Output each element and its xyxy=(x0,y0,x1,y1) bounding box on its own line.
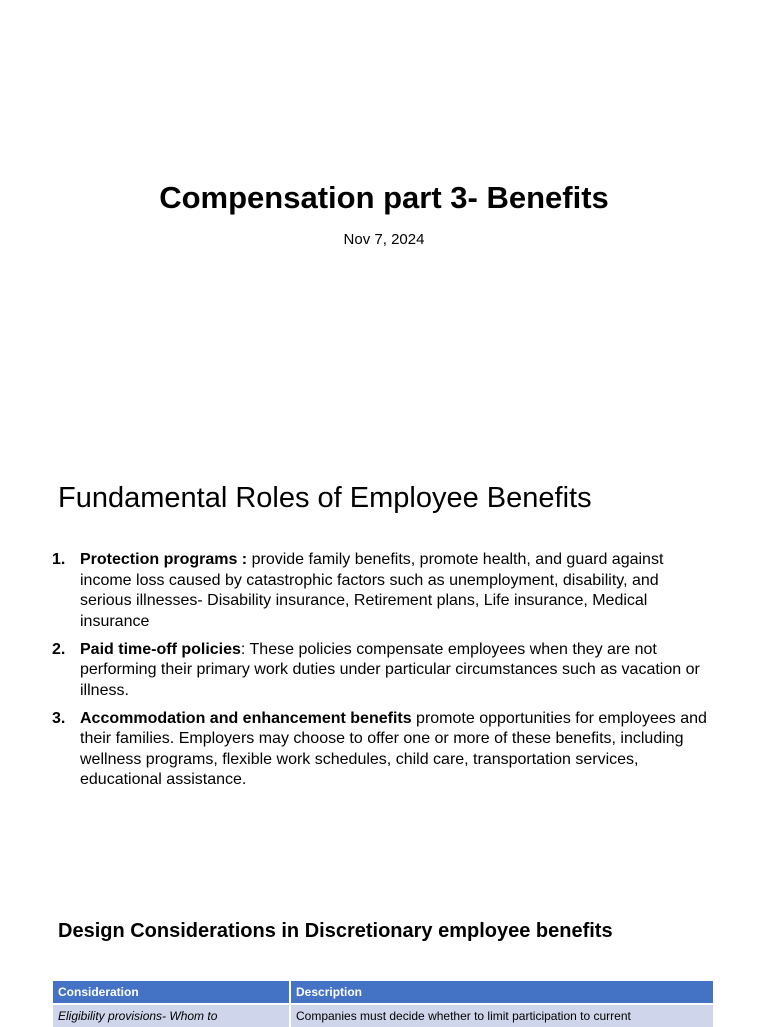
benefit-term: Protection programs : xyxy=(80,551,248,568)
benefit-term: Accommodation and enhancement benefits xyxy=(80,709,412,727)
slide-date: Nov 7, 2024 xyxy=(343,231,425,248)
column-header: Description xyxy=(290,981,714,1004)
table-header-row xyxy=(53,981,714,1004)
slide-title: Compensation part 3- Benefits xyxy=(159,180,609,215)
list-item xyxy=(52,709,712,791)
design-heading: Design Considerations in Discretionary employee benefits xyxy=(58,920,613,942)
table-cell: Companies must decide whether to limit participation to current xyxy=(290,1004,714,1027)
benefit-description: : These policies compensate employees when they are not performing their primary work duties under particular circumstances such as vacation or illness. xyxy=(80,640,700,699)
considerations-table xyxy=(53,981,715,1027)
benefit-list xyxy=(52,550,712,798)
list-number: 3. xyxy=(52,709,66,727)
table-cell: Eligibility provisions- Whom to xyxy=(53,1004,290,1027)
benefit-description: promote opportunities for employees and their families. Employers may choose to offer one or more of these benefits, including wellness programs, flexible work schedules, child care, transportation services, educational assistance. xyxy=(80,709,707,788)
list-item xyxy=(52,640,712,702)
roles-heading: Fundamental Roles of Employee Benefits xyxy=(58,482,592,514)
list-number: 1. xyxy=(52,551,66,568)
column-header: Consideration xyxy=(53,981,290,1004)
list-number: 2. xyxy=(52,640,66,658)
benefit-term: Paid time-off policies xyxy=(80,640,241,658)
list-item xyxy=(52,550,712,632)
benefit-description: provide family benefits, promote health, and guard against income loss caused by catastrophic factors such as unemployment, disability, and serious illnesses- Disability insurance, Retirement plans, Life insurance, Medical insurance xyxy=(80,551,664,630)
